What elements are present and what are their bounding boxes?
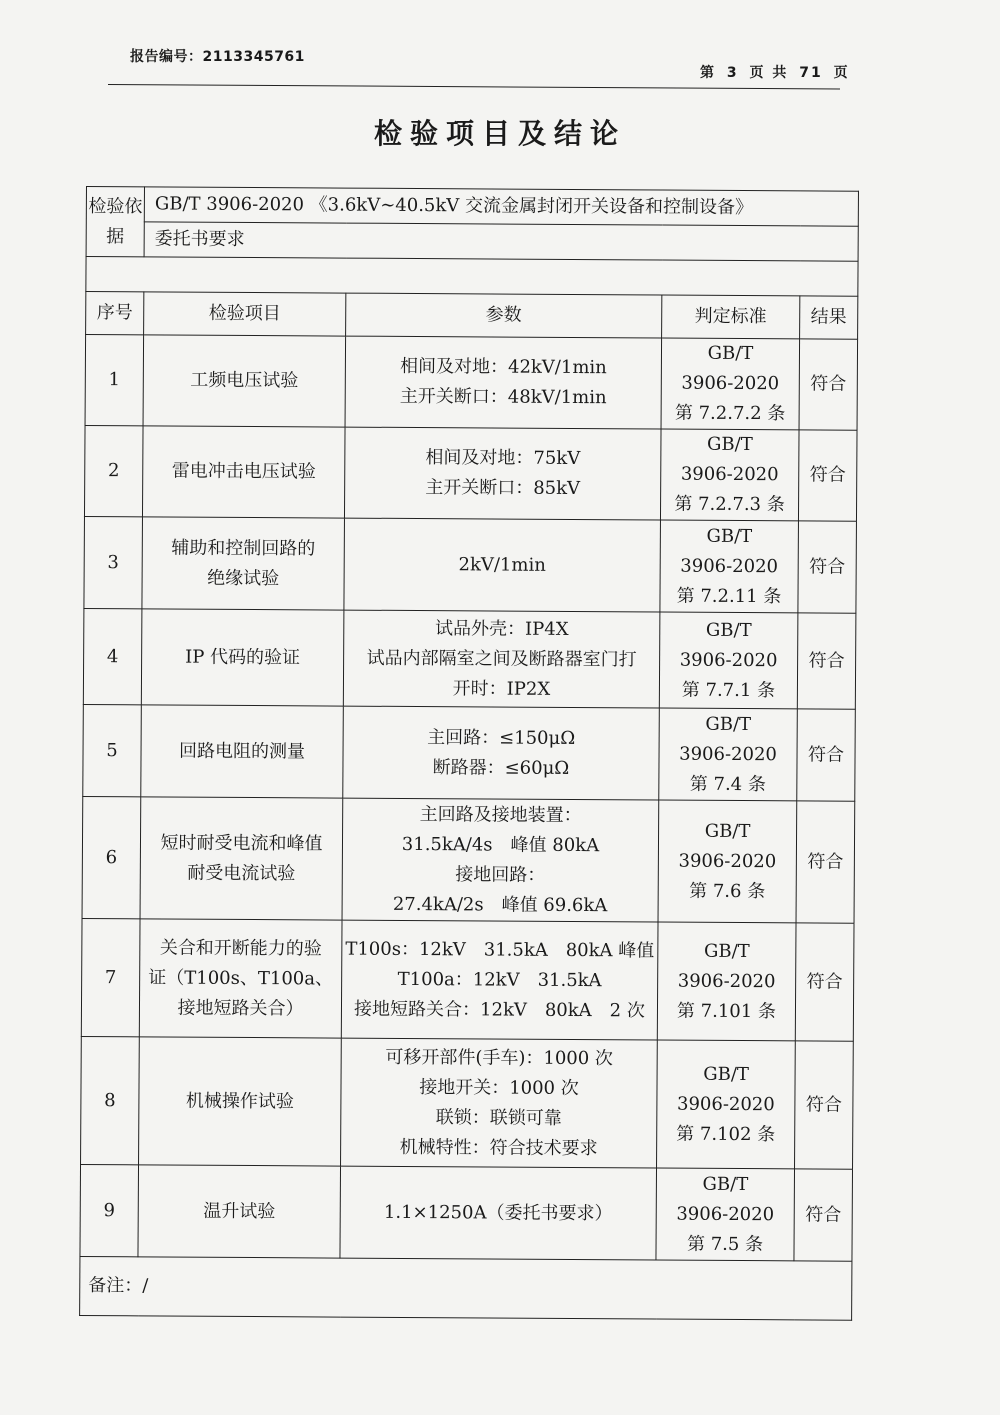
- col-header-standard: 判定标准: [662, 295, 800, 339]
- row-item: [140, 797, 343, 920]
- standard-line: 第 7.101 条: [676, 1000, 777, 1022]
- row-item: [143, 335, 346, 427]
- page-mid: 页 共: [749, 65, 789, 81]
- row-result: 符合: [798, 430, 857, 521]
- row-number: 3: [84, 516, 143, 608]
- row-item: [139, 919, 342, 1038]
- table-row: [84, 425, 857, 521]
- page-current: 3: [726, 65, 739, 81]
- row-params: [345, 336, 662, 429]
- row-result: 符合: [797, 613, 856, 709]
- standard-line: 3906-2020: [678, 850, 777, 872]
- standard-line: GB/T: [702, 1173, 749, 1195]
- param-line: 1.1×1250A（委托书要求）: [383, 1201, 613, 1224]
- basis-row-1: [86, 187, 858, 227]
- row-item: [138, 1165, 341, 1258]
- standard-line: 第 7.2.11 条: [676, 585, 782, 607]
- table-row: [81, 1036, 854, 1169]
- row-number: 8: [81, 1036, 140, 1164]
- param-line: 开时：IP2X: [452, 677, 551, 700]
- column-header-row: [86, 292, 858, 340]
- page-prefix: 第: [700, 65, 716, 81]
- row-standard: [658, 800, 797, 923]
- spacer-row: [86, 257, 858, 297]
- page-total: 71: [799, 65, 823, 81]
- standard-line: 第 7.2.7.2 条: [674, 402, 786, 425]
- inspection-table: [79, 186, 859, 1321]
- item-line: 接地短路关合）: [177, 997, 304, 1019]
- param-line: 试品内部隔室之间及断路器室门打: [366, 647, 637, 670]
- row-params: [343, 610, 660, 708]
- row-number: 5: [83, 704, 142, 796]
- row-item: [139, 1037, 342, 1166]
- standard-line: 3906-2020: [679, 649, 778, 671]
- param-line: 相间及对地：75kV: [425, 447, 581, 470]
- item-line: 证（T100s、T100a、: [148, 966, 334, 990]
- standard-line: 第 7.6 条: [689, 880, 766, 902]
- row-number: 2: [84, 425, 143, 516]
- standard-line: GB/T: [707, 433, 753, 456]
- page-title: 检验项目及结论: [373, 117, 626, 150]
- standard-line: GB/T: [703, 940, 750, 962]
- table-row: [80, 1164, 853, 1261]
- header-rule: [108, 84, 840, 89]
- param-line: 可移开部件(手车)：1000 次: [385, 1046, 614, 1069]
- standard-line: 3906-2020: [676, 1093, 775, 1115]
- standard-line: 3906-2020: [679, 743, 777, 765]
- row-item: [142, 517, 345, 610]
- row-result: 符合: [794, 1169, 853, 1261]
- row-standard: [657, 922, 796, 1041]
- standard-line: 3906-2020: [676, 1203, 775, 1225]
- row-result: 符合: [797, 709, 856, 801]
- row-params: [343, 706, 660, 800]
- notes-label: 备注：: [88, 1275, 143, 1297]
- param-line: 联锁：联锁可靠: [435, 1106, 562, 1129]
- row-number: 7: [81, 918, 140, 1036]
- param-line: 主回路及接地装置：: [419, 803, 582, 826]
- inspection-rows: [80, 335, 858, 1262]
- standard-line: GB/T: [705, 713, 752, 735]
- row-standard: [661, 338, 800, 430]
- basis-standard: GB/T 3906-2020 《3.6kV~40.5kV 交流金属封闭开关设备和控制设备》: [144, 187, 858, 226]
- item-line: IP 代码的验证: [185, 646, 301, 668]
- standard-line: GB/T: [705, 619, 752, 641]
- row-result: 符合: [799, 339, 858, 430]
- row-result: 符合: [795, 1041, 854, 1169]
- report-number: [130, 46, 305, 66]
- item-line: 关合和开断能力的验: [159, 936, 322, 959]
- basis-label: 检验依据: [86, 187, 144, 257]
- item-line: 回路电阻的测量: [178, 740, 306, 762]
- param-line: T100s：12kV 31.5kA 80kA 峰值: [345, 938, 655, 961]
- table-row: [81, 918, 854, 1041]
- standard-line: 第 7.5 条: [686, 1233, 764, 1255]
- standard-line: GB/T: [707, 342, 754, 365]
- row-params: [344, 518, 661, 612]
- standard-line: GB/T: [704, 820, 751, 842]
- row-result: 符合: [796, 801, 855, 923]
- param-line: 主开关断口：48kV/1min: [399, 385, 607, 409]
- item-line: 短时耐受电流和峰值: [160, 831, 323, 854]
- param-line: 接地回路：: [455, 863, 546, 886]
- standard-line: 3906-2020: [680, 555, 779, 577]
- standard-line: 第 7.7.1 条: [681, 679, 776, 701]
- table-row: [83, 608, 856, 709]
- col-header-result: 结果: [800, 296, 858, 339]
- row-result: 符合: [795, 923, 854, 1041]
- row-number: 6: [82, 796, 141, 918]
- table-row: [82, 796, 855, 923]
- row-params: [344, 427, 661, 520]
- item-line: 雷电冲击电压试验: [171, 460, 316, 483]
- param-line: 27.4kA/2s 峰值 69.6kA: [392, 893, 608, 916]
- row-standard: [660, 429, 799, 521]
- standard-line: 3906-2020: [680, 463, 779, 486]
- item-line: 辅助和控制回路的: [171, 537, 316, 559]
- row-number: 4: [83, 608, 142, 704]
- param-line: 断路器：≤60μΩ: [432, 756, 570, 779]
- table-row: [83, 704, 856, 801]
- param-line: T100a：12kV 31.5kA: [397, 968, 602, 991]
- row-item: [142, 426, 345, 518]
- page-indicator: [700, 62, 850, 82]
- standard-line: GB/T: [703, 1063, 749, 1085]
- col-header-params: 参数: [346, 293, 662, 338]
- standard-line: 第 7.102 条: [676, 1123, 776, 1145]
- row-number: 1: [85, 335, 144, 426]
- param-line: 31.5kA/4s 峰值 80kA: [401, 833, 600, 856]
- item-line: 工频电压试验: [190, 369, 299, 392]
- row-item: [141, 705, 344, 798]
- item-line: 温升试验: [203, 1200, 276, 1222]
- row-params: [340, 1166, 657, 1260]
- col-header-no: 序号: [86, 292, 144, 335]
- param-line: 接地开关：1000 次: [419, 1076, 579, 1099]
- row-item: [141, 609, 344, 706]
- row-standard: [659, 612, 798, 709]
- row-standard: [656, 1168, 795, 1261]
- standard-line: 第 7.2.7.3 条: [674, 493, 785, 516]
- param-line: 试品外壳：IP4X: [434, 617, 569, 640]
- row-number: 9: [80, 1164, 139, 1256]
- basis-commission: 委托书要求: [144, 222, 858, 261]
- param-line: 相间及对地：42kV/1min: [399, 355, 607, 379]
- row-standard: [660, 520, 799, 613]
- param-line: 主开关断口：85kV: [425, 477, 581, 500]
- notes-row: [80, 1256, 852, 1320]
- row-params: [341, 920, 658, 1040]
- report-number-value: 2113345761: [202, 49, 305, 65]
- table-row: [84, 516, 857, 613]
- page-suffix: 页: [833, 65, 850, 81]
- row-standard: [659, 708, 798, 801]
- inspection-document: [79, 186, 858, 1321]
- item-line: 耐受电流试验: [187, 862, 296, 884]
- item-line: 机械操作试验: [185, 1090, 294, 1112]
- row-params: [341, 1038, 658, 1168]
- row-standard: [657, 1040, 796, 1169]
- param-line: 接地短路关合：12kV 80kA 2 次: [354, 998, 645, 1021]
- item-line: 绝缘试验: [207, 567, 280, 589]
- standard-line: 第 7.4 条: [689, 773, 766, 795]
- row-params: [342, 798, 659, 922]
- standard-line: 3906-2020: [677, 970, 776, 992]
- param-line: 2kV/1min: [458, 553, 546, 576]
- standard-line: GB/T: [706, 525, 753, 547]
- notes-cell: [80, 1256, 852, 1320]
- basis-row-2: [86, 222, 858, 262]
- notes-value: /: [142, 1275, 149, 1297]
- report-number-label: 报告编号：: [130, 49, 203, 65]
- param-line: 机械特性：符合技术要求: [399, 1136, 598, 1159]
- standard-line: 3906-2020: [681, 372, 780, 395]
- col-header-item: 检验项目: [144, 292, 346, 336]
- row-result: 符合: [798, 521, 857, 613]
- table-row: [85, 335, 858, 431]
- param-line: 主回路：≤150μΩ: [427, 726, 576, 749]
